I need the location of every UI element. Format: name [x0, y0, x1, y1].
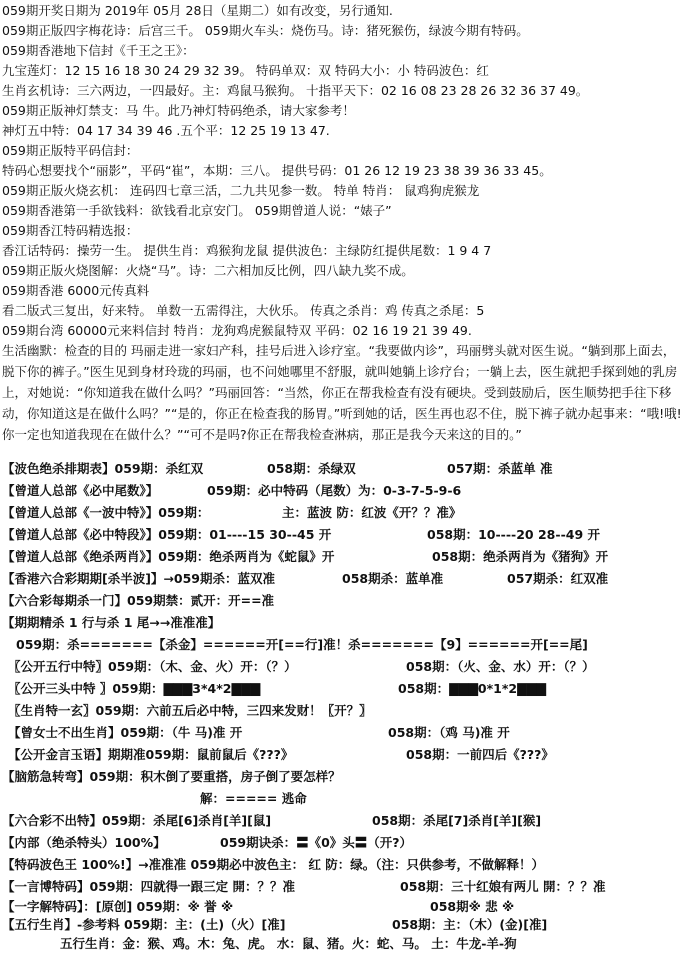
section-part: 058期：杀尾[7]杀肖[羊][猴] [372, 813, 542, 828]
text-line: 059期正版火烧玄机： 连码四七章三活，二九共见参一数。 特单 特肖： 鼠鸡狗虎猴龙 [2, 183, 480, 198]
section-part: 【公开金言玉语】期期准059期：鼠前鼠后《???》 [8, 747, 294, 762]
text-line: 059期开奖日期为 2019年 05月 28日（星期二）如有改变，另行通知. [2, 3, 393, 18]
section-line [2, 810, 686, 831]
section-part: 〖公开三头中特 〗059期：▇▇▇3*4*2▇▇▇ [8, 681, 261, 696]
section-part: 057期杀：红双准 [507, 571, 609, 586]
section-line [2, 568, 686, 589]
text-line: 059期正版神灯禁支：马 牛。此乃神灯特码绝杀，请大家参考！ [2, 103, 355, 118]
section-part: 【曾女士不出生肖】059期：（牛 马)准 开 [8, 725, 243, 740]
text-line: 看二版式三复出，好来特。 单数一五需得注，大伙乐。 传真之杀肖：鸡 传真之杀尾：5 [2, 303, 485, 318]
section-part: 【曾道人总部《绝杀两肖》】059期：绝杀两肖为《蛇鼠》开 [2, 549, 335, 564]
section-part: 【六合彩不出特】059期：杀尾[6]杀肖[羊][鼠] [2, 813, 272, 828]
section-line: 解：===== 逃命 [200, 791, 307, 806]
section-part: 【香港六合彩期期[杀半波]】→059期杀：蓝双准 [2, 571, 275, 586]
text-line: 生肖玄机诗：三六两边，一四最好。主：鸡鼠马猴狗。 十指平天下：02 16 08 23 28 26 32 36 37 49。 [2, 83, 589, 98]
section-line [2, 524, 686, 545]
section-part: 【内部（绝杀特头）100%】 [2, 835, 166, 850]
text-line: 特码心想要找个“丽影”，平码“崔”，本期：三八。 提供号码：01 26 12 19 23 38 39 36 33 45。 [2, 163, 552, 178]
section-line: 〖生肖特一玄〗059期：六前五后必中特，三四来发财！〖开？〗 [8, 703, 372, 718]
text-line: 059期香港第一手欲钱料：欲钱看北京安门。 059期曾道人说：“婊子” [2, 203, 392, 218]
section-part: 058期：▇▇▇0*1*2▇▇▇ [398, 681, 546, 696]
section-part: 【五行生肖】-参考料 059期：主：(土)（火）[准] [2, 917, 286, 932]
text-line: 059期香港地下信封《千王之王》： [2, 43, 195, 58]
section-part: 【一字解特码】：[原创] 059期：※ 誉 ※ [2, 899, 234, 914]
section-part: 主：蓝波 防：红波《开？？准》 [282, 505, 462, 520]
section-part: 059期：必中特码（尾数）为：0-3-7-5-9-6 [207, 483, 462, 498]
section-line: 五行生肖：金：猴、鸡。木：兔、虎。 水：鼠、猪。火：蛇、马。 土：牛龙-羊-狗 [60, 936, 517, 951]
text-line: 059期正版火烧图解：火烧“马”。诗：二六相加反比例，四八缺九奖不成。 [2, 263, 414, 278]
section-part: 【曾道人总部《必中尾数》】 [2, 483, 159, 498]
text-line: 059期台湾 60000元来料信封 特肖：龙狗鸡虎猴鼠特双 平码：02 16 19 21 39 49. [2, 323, 472, 338]
section-line [8, 722, 686, 743]
section-line [2, 832, 686, 853]
section-line: 【六合彩每期杀一门】059期禁：贰开：开==准 [2, 593, 275, 608]
section-part: 058期：绝杀两肖为《猪狗》开 [432, 549, 609, 564]
text-line: 059期正版特平码信封： [2, 143, 139, 158]
section-line [8, 656, 686, 677]
section-line [2, 876, 686, 897]
section-line [2, 914, 686, 935]
section-line [8, 678, 686, 699]
section-line [2, 546, 686, 567]
text-line: 059期香港 6000元传真料 [2, 283, 150, 298]
story-paragraph: 生活幽默：检查的目的 玛丽走进一家妇产科，挂号后进入诊疗室。“我要做内诊”，玛丽劈头就对医生说。“躺到那上面去，脱下你的裤子。”医生见到身材玲珑的玛丽，也不问她哪里不舒服，就叫她躺上诊疗台；一躺上去，医生就把手探到她的乳房上，对她说：“你知道我在做什么吗？”玛丽回答：“当然，你正在帮我检查有没有硬块。受到鼓励后，医生顺势把手往下移动，你知道这是在做什么吗？”“是的，你正在检查我的肠胃。”听到她的话，医生再也忍不住，脱下裤子就办起事来：“哦!哦!你一定也知道我现在在做什么？”“可不是吗?你正在帮我检查淋病，那正是我今天来这的目的。” [2, 343, 682, 442]
section-part: 058期：主：（木）(金)[准] [392, 917, 548, 932]
section-part: 058期：一前四后《???》 [406, 747, 554, 762]
section-line: 059期：杀=======【杀金】======开[==行]准！杀=======【9】======开[==尾] [16, 637, 588, 652]
section-line: 【特码波色王 100%!】→准准准 059期必中波色主： 红 防：绿。（注：只供参考，不做解释！） [2, 857, 545, 872]
section-part: 058期：（火、金、水）开：（？） [406, 659, 595, 674]
section-part: 058期※ 悲 ※ [430, 899, 515, 914]
text-line: 九宝莲灯：12 15 16 18 30 24 29 32 39。 特码单双：双 特码大小：小 特码波色：红 [2, 63, 489, 78]
section-part: 【曾道人总部《一波中特》】059期： [2, 505, 210, 520]
section-part: 059期诀杀：〓《0》头〓（开?） [220, 835, 413, 850]
section-part: 058期：杀绿双 [267, 461, 356, 476]
text-line: 香江话特码：操劳一生。 提供生肖：鸡猴狗龙鼠 提供波色：主绿防红提供尾数：1 9 4 7 [2, 243, 492, 258]
text-line: 059期香江特码精选报： [2, 223, 139, 238]
section-line [2, 458, 686, 479]
section-part: 【波色绝杀排期表】059期：杀红双 [2, 461, 204, 476]
section-part: 058期杀：蓝单准 [342, 571, 444, 586]
section-line [2, 480, 686, 501]
section-part: 【一言博特码】059期：四就得一跟三定 開：？？准 [2, 879, 295, 894]
section-line: 【期期精杀 1 行与杀 1 尾→→准准准】 [2, 615, 221, 630]
text-line: 059期正版四字梅花诗：后宫三千。 059期火车头：烧伤马。诗：猪死猴伤，绿波今期有特码。 [2, 23, 529, 38]
section-part: 〖公开五行中特〗059期：（木、金、火）开：（？） [8, 659, 297, 674]
section-part: 【曾道人总部《必中特段》】059期：01----15 30--45 开 [2, 527, 332, 542]
section-line [2, 502, 686, 523]
section-part: 058期：10----20 28--49 开 [427, 527, 601, 542]
section-part: 058期：三十红娘有两儿 開：？？准 [400, 879, 606, 894]
section-line [8, 744, 686, 765]
section-line: 【脑筋急转弯】059期：积木倒了要重搭，房子倒了要怎样？ [2, 769, 341, 784]
text-line: 神灯五中特：04 17 34 39 46 .五个平：12 25 19 13 47. [2, 123, 330, 138]
section-part: 058期：（鸡 马)准 开 [388, 725, 510, 740]
section-part: 057期：杀蓝单 准 [447, 461, 553, 476]
